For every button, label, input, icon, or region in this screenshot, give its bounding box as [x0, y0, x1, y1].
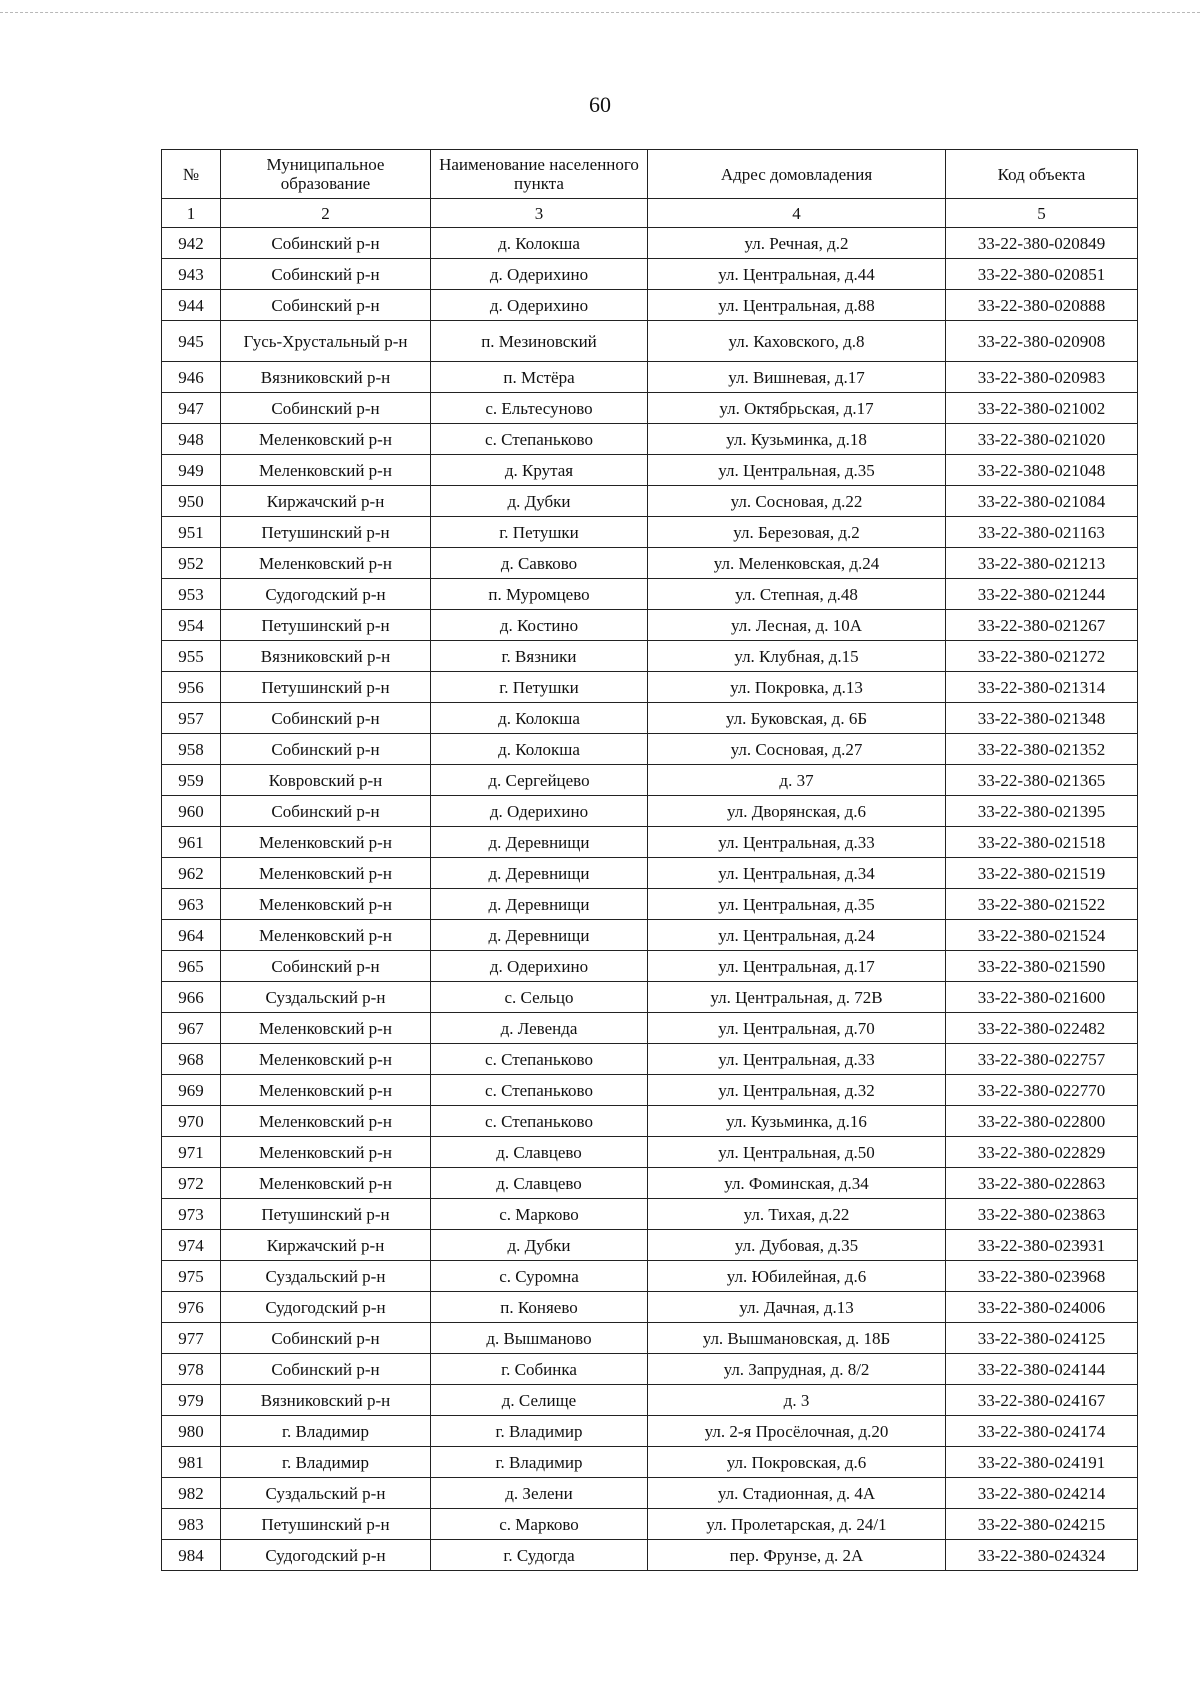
object-code-cell: 33-22-380-022863 [946, 1168, 1138, 1199]
municipality-cell: Петушинский р-н [221, 672, 431, 703]
municipality-cell: Собинский р-н [221, 703, 431, 734]
table-row [162, 486, 1138, 517]
registry-table [161, 149, 1138, 1571]
row-number-cell: 957 [162, 703, 221, 734]
address-cell: ул. Октябрьская, д.17 [648, 393, 946, 424]
row-number-cell: 965 [162, 951, 221, 982]
object-code-cell: 33-22-380-021348 [946, 703, 1138, 734]
object-code-cell: 33-22-380-021365 [946, 765, 1138, 796]
address-cell: ул. Степная, д.48 [648, 579, 946, 610]
row-number-cell: 952 [162, 548, 221, 579]
object-code-cell: 33-22-380-021267 [946, 610, 1138, 641]
object-code-cell: 33-22-380-024144 [946, 1354, 1138, 1385]
address-cell: ул. Центральная, д.35 [648, 889, 946, 920]
table-header [162, 150, 1138, 228]
address-cell: ул. Центральная, д.33 [648, 827, 946, 858]
column-number: 4 [648, 199, 946, 228]
object-code-cell: 33-22-380-024324 [946, 1540, 1138, 1571]
row-number-cell: 945 [162, 321, 221, 362]
settlement-cell: д. Деревнищи [431, 920, 648, 951]
table-row [162, 1540, 1138, 1571]
municipality-cell: Меленковский р-н [221, 1137, 431, 1168]
object-code-cell: 33-22-380-022770 [946, 1075, 1138, 1106]
municipality-cell: Меленковский р-н [221, 1013, 431, 1044]
address-cell: ул. Центральная, д.32 [648, 1075, 946, 1106]
municipality-cell: Меленковский р-н [221, 858, 431, 889]
row-number-cell: 975 [162, 1261, 221, 1292]
address-cell: ул. Фоминская, д.34 [648, 1168, 946, 1199]
address-cell: ул. Клубная, д.15 [648, 641, 946, 672]
table-row [162, 1199, 1138, 1230]
settlement-cell: п. Мезиновский [431, 321, 648, 362]
table-row [162, 982, 1138, 1013]
row-number-cell: 966 [162, 982, 221, 1013]
table-row [162, 1478, 1138, 1509]
settlement-cell: д. Одерихино [431, 259, 648, 290]
municipality-cell: Меленковский р-н [221, 1044, 431, 1075]
address-cell: ул. Запрудная, д. 8/2 [648, 1354, 946, 1385]
object-code-cell: 33-22-380-020983 [946, 362, 1138, 393]
row-number-cell: 984 [162, 1540, 221, 1571]
page-number: 60 [589, 92, 611, 117]
settlement-cell: г. Вязники [431, 641, 648, 672]
object-code-cell: 33-22-380-021084 [946, 486, 1138, 517]
object-code-cell: 33-22-380-024006 [946, 1292, 1138, 1323]
row-number-cell: 973 [162, 1199, 221, 1230]
table-row [162, 290, 1138, 321]
municipality-cell: Петушинский р-н [221, 610, 431, 641]
address-cell: ул. Пролетарская, д. 24/1 [648, 1509, 946, 1540]
settlement-cell: с. Степаньково [431, 424, 648, 455]
settlement-cell: д. Савково [431, 548, 648, 579]
row-number-cell: 955 [162, 641, 221, 672]
row-number-cell: 980 [162, 1416, 221, 1447]
header-settlement: Наименование населенного пункта [431, 150, 648, 199]
settlement-cell: п. Мстёра [431, 362, 648, 393]
address-cell: ул. Юбилейная, д.6 [648, 1261, 946, 1292]
settlement-cell: г. Петушки [431, 517, 648, 548]
row-number-cell: 971 [162, 1137, 221, 1168]
municipality-cell: Петушинский р-н [221, 1509, 431, 1540]
settlement-cell: д. Деревнищи [431, 889, 648, 920]
object-code-cell: 33-22-380-021395 [946, 796, 1138, 827]
settlement-cell: д. Одерихино [431, 290, 648, 321]
address-cell: ул. Стадионная, д. 4А [648, 1478, 946, 1509]
address-cell: ул. Березовая, д.2 [648, 517, 946, 548]
table-row [162, 672, 1138, 703]
object-code-cell: 33-22-380-021519 [946, 858, 1138, 889]
municipality-cell: Суздальский р-н [221, 982, 431, 1013]
settlement-cell: с. Степаньково [431, 1044, 648, 1075]
municipality-cell: Меленковский р-н [221, 1075, 431, 1106]
settlement-cell: д. Вышманово [431, 1323, 648, 1354]
settlement-cell: с. Ельтесуново [431, 393, 648, 424]
address-cell: ул. Центральная, д.70 [648, 1013, 946, 1044]
settlement-cell: г. Собинка [431, 1354, 648, 1385]
settlement-cell: г. Владимир [431, 1416, 648, 1447]
row-number-cell: 977 [162, 1323, 221, 1354]
row-number-cell: 964 [162, 920, 221, 951]
settlement-cell: д. Зелени [431, 1478, 648, 1509]
address-cell: ул. Покровка, д.13 [648, 672, 946, 703]
settlement-cell: г. Владимир [431, 1447, 648, 1478]
settlement-cell: с. Степаньково [431, 1106, 648, 1137]
municipality-cell: Петушинский р-н [221, 1199, 431, 1230]
table-row [162, 228, 1138, 259]
object-code-cell: 33-22-380-024167 [946, 1385, 1138, 1416]
row-number-cell: 979 [162, 1385, 221, 1416]
municipality-cell: Меленковский р-н [221, 889, 431, 920]
table-row [162, 517, 1138, 548]
object-code-cell: 33-22-380-020888 [946, 290, 1138, 321]
row-number-cell: 976 [162, 1292, 221, 1323]
table-row [162, 1416, 1138, 1447]
table-row [162, 827, 1138, 858]
municipality-cell: Меленковский р-н [221, 920, 431, 951]
object-code-cell: 33-22-380-023931 [946, 1230, 1138, 1261]
object-code-cell: 33-22-380-024125 [946, 1323, 1138, 1354]
settlement-cell: д. Дубки [431, 486, 648, 517]
object-code-cell: 33-22-380-024174 [946, 1416, 1138, 1447]
table-row [162, 1385, 1138, 1416]
row-number-cell: 944 [162, 290, 221, 321]
object-code-cell: 33-22-380-021524 [946, 920, 1138, 951]
settlement-cell: с. Степаньково [431, 1075, 648, 1106]
settlement-cell: д. Колокша [431, 228, 648, 259]
settlement-cell: д. Дубки [431, 1230, 648, 1261]
row-number-cell: 953 [162, 579, 221, 610]
municipality-cell: Вязниковский р-н [221, 362, 431, 393]
row-number-cell: 972 [162, 1168, 221, 1199]
object-code-cell: 33-22-380-022829 [946, 1137, 1138, 1168]
address-cell: ул. Дачная, д.13 [648, 1292, 946, 1323]
municipality-cell: Петушинский р-н [221, 517, 431, 548]
municipality-cell: Меленковский р-н [221, 455, 431, 486]
object-code-cell: 33-22-380-021048 [946, 455, 1138, 486]
settlement-cell: п. Муромцево [431, 579, 648, 610]
table-row [162, 259, 1138, 290]
settlement-cell: д. Колокша [431, 734, 648, 765]
object-code-cell: 33-22-380-021352 [946, 734, 1138, 765]
object-code-cell: 33-22-380-024191 [946, 1447, 1138, 1478]
municipality-cell: г. Владимир [221, 1416, 431, 1447]
object-code-cell: 33-22-380-022482 [946, 1013, 1138, 1044]
object-code-cell: 33-22-380-024214 [946, 1478, 1138, 1509]
object-code-cell: 33-22-380-021518 [946, 827, 1138, 858]
municipality-cell: Суздальский р-н [221, 1478, 431, 1509]
column-number: 3 [431, 199, 648, 228]
object-code-cell: 33-22-380-021590 [946, 951, 1138, 982]
table-row [162, 920, 1138, 951]
table-row [162, 1137, 1138, 1168]
object-code-cell: 33-22-380-021600 [946, 982, 1138, 1013]
address-cell: ул. 2-я Просёлочная, д.20 [648, 1416, 946, 1447]
municipality-cell: Собинский р-н [221, 951, 431, 982]
object-code-cell: 33-22-380-020851 [946, 259, 1138, 290]
address-cell: ул. Каховского, д.8 [648, 321, 946, 362]
municipality-cell: Вязниковский р-н [221, 641, 431, 672]
address-cell: пер. Фрунзе, д. 2А [648, 1540, 946, 1571]
row-number-cell: 958 [162, 734, 221, 765]
settlement-cell: д. Левенда [431, 1013, 648, 1044]
object-code-cell: 33-22-380-021213 [946, 548, 1138, 579]
column-number: 5 [946, 199, 1138, 228]
row-number-cell: 956 [162, 672, 221, 703]
row-number-cell: 970 [162, 1106, 221, 1137]
settlement-cell: д. Одерихино [431, 951, 648, 982]
table-row [162, 1044, 1138, 1075]
table-row [162, 1106, 1138, 1137]
settlement-cell: д. Костино [431, 610, 648, 641]
municipality-cell: Гусь-Хрустальный р-н [221, 321, 431, 362]
municipality-cell: Меленковский р-н [221, 1106, 431, 1137]
municipality-cell: Киржачский р-н [221, 1230, 431, 1261]
settlement-cell: д. Деревнищи [431, 827, 648, 858]
column-number: 2 [221, 199, 431, 228]
address-cell: ул. Центральная, д.44 [648, 259, 946, 290]
object-code-cell: 33-22-380-020908 [946, 321, 1138, 362]
municipality-cell: Вязниковский р-н [221, 1385, 431, 1416]
address-cell: д. 3 [648, 1385, 946, 1416]
municipality-cell: Меленковский р-н [221, 548, 431, 579]
settlement-cell: д. Колокша [431, 703, 648, 734]
table-row [162, 424, 1138, 455]
municipality-cell: Собинский р-н [221, 1354, 431, 1385]
municipality-cell: Судогодский р-н [221, 1540, 431, 1571]
object-code-cell: 33-22-380-021272 [946, 641, 1138, 672]
municipality-cell: Киржачский р-н [221, 486, 431, 517]
table-row [162, 858, 1138, 889]
municipality-cell: Собинский р-н [221, 796, 431, 827]
table-row [162, 765, 1138, 796]
table-row [162, 610, 1138, 641]
object-code-cell: 33-22-380-021314 [946, 672, 1138, 703]
table-row [162, 362, 1138, 393]
table-row [162, 951, 1138, 982]
settlement-cell: п. Коняево [431, 1292, 648, 1323]
row-number-cell: 951 [162, 517, 221, 548]
settlement-cell: д. Славцево [431, 1168, 648, 1199]
row-number-cell: 947 [162, 393, 221, 424]
table-row [162, 641, 1138, 672]
table-row [162, 1075, 1138, 1106]
municipality-cell: Суздальский р-н [221, 1261, 431, 1292]
row-number-cell: 948 [162, 424, 221, 455]
table-row [162, 1447, 1138, 1478]
address-cell: ул. Кузьминка, д.16 [648, 1106, 946, 1137]
address-cell: ул. Центральная, д. 72В [648, 982, 946, 1013]
municipality-cell: Меленковский р-н [221, 1168, 431, 1199]
municipality-cell: Меленковский р-н [221, 424, 431, 455]
table-row [162, 1230, 1138, 1261]
row-number-cell: 954 [162, 610, 221, 641]
table-body [162, 228, 1138, 1571]
row-number-cell: 961 [162, 827, 221, 858]
address-cell: ул. Тихая, д.22 [648, 1199, 946, 1230]
address-cell: ул. Центральная, д.35 [648, 455, 946, 486]
table-row [162, 1509, 1138, 1540]
row-number-cell: 949 [162, 455, 221, 486]
object-code-cell: 33-22-380-023863 [946, 1199, 1138, 1230]
address-cell: ул. Сосновая, д.27 [648, 734, 946, 765]
address-cell: ул. Центральная, д.17 [648, 951, 946, 982]
table-row [162, 548, 1138, 579]
object-code-cell: 33-22-380-021163 [946, 517, 1138, 548]
table-row [162, 455, 1138, 486]
municipality-cell: Собинский р-н [221, 1323, 431, 1354]
row-number-cell: 982 [162, 1478, 221, 1509]
settlement-cell: д. Селище [431, 1385, 648, 1416]
header-address: Адрес домовладения [648, 150, 946, 199]
settlement-cell: с. Марково [431, 1509, 648, 1540]
table-row [162, 1292, 1138, 1323]
municipality-cell: Судогодский р-н [221, 579, 431, 610]
row-number-cell: 959 [162, 765, 221, 796]
municipality-cell: Собинский р-н [221, 393, 431, 424]
row-number-cell: 946 [162, 362, 221, 393]
address-cell: ул. Сосновая, д.22 [648, 486, 946, 517]
municipality-cell: г. Владимир [221, 1447, 431, 1478]
settlement-cell: г. Судогда [431, 1540, 648, 1571]
object-code-cell: 33-22-380-021522 [946, 889, 1138, 920]
municipality-cell: Ковровский р-н [221, 765, 431, 796]
settlement-cell: г. Петушки [431, 672, 648, 703]
settlement-cell: с. Марково [431, 1199, 648, 1230]
table-row [162, 796, 1138, 827]
row-number-cell: 962 [162, 858, 221, 889]
row-number-cell: 942 [162, 228, 221, 259]
row-number-cell: 950 [162, 486, 221, 517]
address-cell: ул. Центральная, д.33 [648, 1044, 946, 1075]
address-cell: ул. Центральная, д.88 [648, 290, 946, 321]
table-row [162, 1168, 1138, 1199]
table-row [162, 1354, 1138, 1385]
municipality-cell: Судогодский р-н [221, 1292, 431, 1323]
row-number-cell: 974 [162, 1230, 221, 1261]
object-code-cell: 33-22-380-022800 [946, 1106, 1138, 1137]
address-cell: ул. Лесная, д. 10А [648, 610, 946, 641]
municipality-cell: Меленковский р-н [221, 827, 431, 858]
table-row [162, 734, 1138, 765]
header-object-code: Код объекта [946, 150, 1138, 199]
address-cell: ул. Покровская, д.6 [648, 1447, 946, 1478]
settlement-cell: д. Одерихино [431, 796, 648, 827]
municipality-cell: Собинский р-н [221, 228, 431, 259]
scan-edge-line [0, 12, 1200, 13]
object-code-cell: 33-22-380-021002 [946, 393, 1138, 424]
row-number-cell: 981 [162, 1447, 221, 1478]
row-number-cell: 963 [162, 889, 221, 920]
object-code-cell: 33-22-380-020849 [946, 228, 1138, 259]
table-row [162, 393, 1138, 424]
row-number-cell: 969 [162, 1075, 221, 1106]
municipality-cell: Собинский р-н [221, 734, 431, 765]
address-cell: ул. Центральная, д.34 [648, 858, 946, 889]
municipality-cell: Собинский р-н [221, 259, 431, 290]
header-row [162, 150, 1138, 199]
header-municipality: Муниципальное образование [221, 150, 431, 199]
settlement-cell: д. Славцево [431, 1137, 648, 1168]
address-cell: ул. Буковская, д. 6Б [648, 703, 946, 734]
address-cell: ул. Вишневая, д.17 [648, 362, 946, 393]
address-cell: ул. Центральная, д.50 [648, 1137, 946, 1168]
settlement-cell: с. Суромна [431, 1261, 648, 1292]
table-row [162, 1323, 1138, 1354]
object-code-cell: 33-22-380-024215 [946, 1509, 1138, 1540]
object-code-cell: 33-22-380-021244 [946, 579, 1138, 610]
object-code-cell: 33-22-380-022757 [946, 1044, 1138, 1075]
address-cell: д. 37 [648, 765, 946, 796]
table-row [162, 1261, 1138, 1292]
column-numbers-row [162, 199, 1138, 228]
row-number-cell: 967 [162, 1013, 221, 1044]
address-cell: ул. Речная, д.2 [648, 228, 946, 259]
settlement-cell: с. Сельцо [431, 982, 648, 1013]
settlement-cell: д. Крутая [431, 455, 648, 486]
table-row [162, 703, 1138, 734]
object-code-cell: 33-22-380-023968 [946, 1261, 1138, 1292]
row-number-cell: 978 [162, 1354, 221, 1385]
address-cell: ул. Центральная, д.24 [648, 920, 946, 951]
address-cell: ул. Меленковская, д.24 [648, 548, 946, 579]
address-cell: ул. Вышмановская, д. 18Б [648, 1323, 946, 1354]
row-number-cell: 943 [162, 259, 221, 290]
address-cell: ул. Кузьминка, д.18 [648, 424, 946, 455]
municipality-cell: Собинский р-н [221, 290, 431, 321]
row-number-cell: 983 [162, 1509, 221, 1540]
header-number: № [162, 150, 221, 199]
column-number: 1 [162, 199, 221, 228]
row-number-cell: 968 [162, 1044, 221, 1075]
settlement-cell: д. Деревнищи [431, 858, 648, 889]
address-cell: ул. Дворянская, д.6 [648, 796, 946, 827]
table-row [162, 579, 1138, 610]
object-code-cell: 33-22-380-021020 [946, 424, 1138, 455]
table-row [162, 889, 1138, 920]
table-row [162, 321, 1138, 362]
address-cell: ул. Дубовая, д.35 [648, 1230, 946, 1261]
row-number-cell: 960 [162, 796, 221, 827]
table-row [162, 1013, 1138, 1044]
settlement-cell: д. Сергейцево [431, 765, 648, 796]
